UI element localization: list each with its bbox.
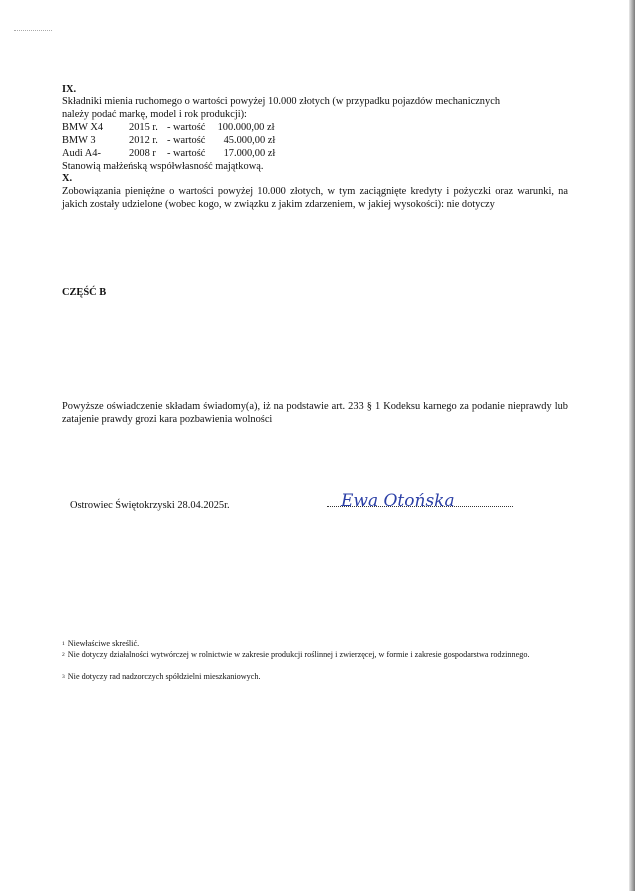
asset-value: 100.000,00 zł xyxy=(217,122,275,133)
section-ix-intro-line2: należy podać markę, model i rok produkcji): xyxy=(62,109,247,120)
asset-value: 17.000,00 zł xyxy=(223,148,276,159)
signature-line xyxy=(327,506,513,507)
handwritten-signature xyxy=(327,488,513,514)
asset-year: 2008 r xyxy=(129,148,156,159)
footnote-text: Nie dotyczy działalności wytwórczej w rolnictwie w zakresie produkcji roślinnej i zwierzęcej, w formie i zakresie gospodarstwa rodzinnego. xyxy=(67,650,530,659)
section-ix-note: Stanowią małżeńską współwłasność majątkową. xyxy=(62,161,264,172)
asset-name: BMW X4 xyxy=(62,122,104,133)
asset-row xyxy=(62,122,274,135)
asset-value: 45.000,00 zł xyxy=(223,135,276,146)
asset-year: 2012 r. xyxy=(129,135,158,146)
signature-text: Ewa Otońska xyxy=(341,491,455,511)
asset-row xyxy=(62,135,275,148)
footnote xyxy=(62,639,552,649)
declaration-text: Powyższe oświadczenie składam świadomy(a), iż na podstawie art. 233 § 1 Kodeksu karnego za podanie nieprawdy lub zatajenie prawdy grozi kara pozbawienia wolności xyxy=(62,401,568,425)
asset-name: BMW 3 xyxy=(62,135,96,146)
section-x-text: Zobowiązania pieniężne o wartości powyżej 10.000 złotych, w tym zaciągnięte kredyty i pożyczki oraz warunki, na jakich zostały udzielone (wobec kogo, w związku z jakim zdarzeniem, w jakiej wysokości): nie dotyczy xyxy=(62,186,568,210)
section-ix-heading: IX. xyxy=(62,84,77,95)
asset-row xyxy=(62,148,275,161)
footnote xyxy=(62,672,552,682)
footnote-mark: 3 xyxy=(62,674,65,680)
asset-value-label: - wartość xyxy=(167,148,206,159)
asset-year: 2015 r. xyxy=(129,122,158,133)
asset-value-label: - wartość xyxy=(167,135,206,146)
part-b-heading: CZĘŚĆ B xyxy=(62,287,107,298)
footnote-text: Nie dotyczy rad nadzorczych spółdzielni mieszkaniowych. xyxy=(67,672,261,681)
section-ix-intro-line1: Składniki mienia ruchomego o wartości powyżej 10.000 złotych (w przypadku pojazdów mechanicznych xyxy=(62,96,501,107)
scan-edge-shadow xyxy=(629,0,635,891)
footnote xyxy=(62,650,552,660)
scan-artifact xyxy=(14,30,52,35)
footnote-text: Niewłaściwe skreślić. xyxy=(67,639,140,648)
section-x-heading: X. xyxy=(62,173,73,184)
asset-name: Audi A4- xyxy=(62,148,101,159)
footnote-mark: 2 xyxy=(62,652,65,658)
place-date: Ostrowiec Świętokrzyski 28.04.2025r. xyxy=(70,500,230,511)
asset-value-label: - wartość xyxy=(167,122,206,133)
footnote-mark: 1 xyxy=(62,641,65,647)
